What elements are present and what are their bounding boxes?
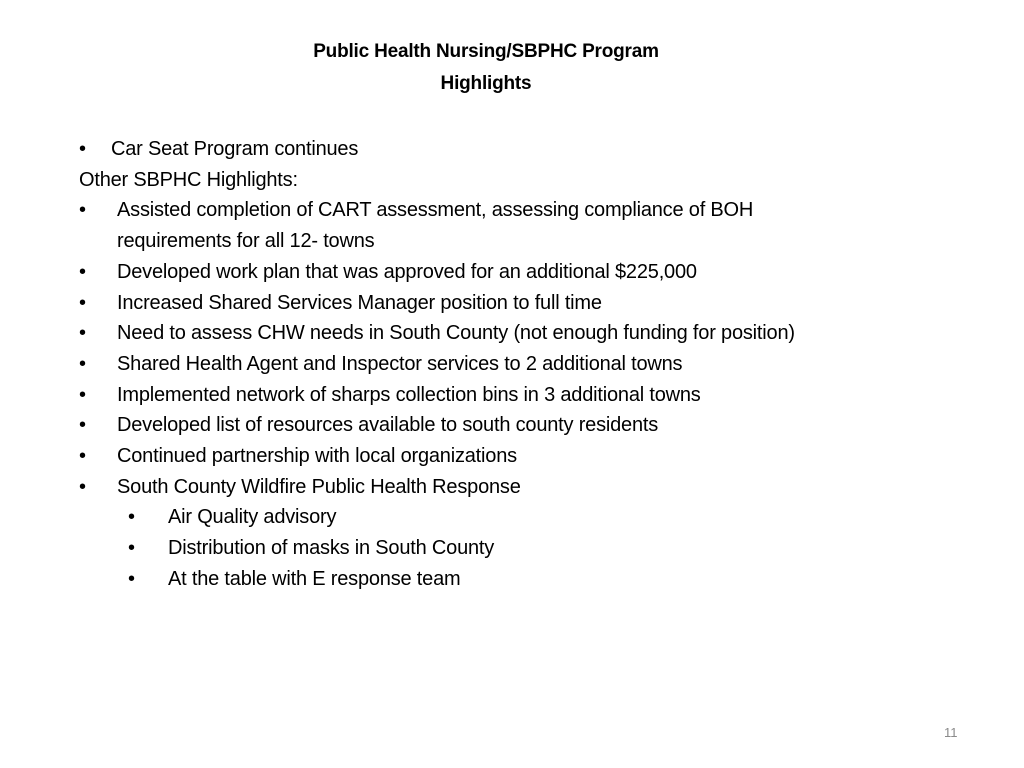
list-item-text: Developed list of resources available to south county residents	[117, 414, 659, 437]
bullet-icon: •	[79, 291, 86, 314]
page-number: 11	[944, 725, 958, 740]
list-item	[79, 472, 959, 503]
title-line-1: Public Health Nursing/SBPHC Program	[313, 41, 659, 62]
bullet-icon: •	[79, 383, 86, 406]
bullet-icon: •	[79, 138, 86, 160]
list-item-text: Continued partnership with local organizations	[117, 445, 517, 468]
list-item-car-seat	[79, 134, 959, 165]
list-item-text: requirements for all 12- towns	[117, 230, 375, 253]
list-item	[79, 257, 959, 288]
sub-list-item	[79, 502, 959, 533]
bullet-icon: •	[128, 537, 135, 560]
bullet-icon: •	[79, 260, 86, 283]
sub-list-item-text: Air Quality advisory	[168, 506, 337, 529]
list-item-continuation	[79, 226, 959, 257]
sub-list-item-text: Distribution of masks in South County	[168, 537, 495, 560]
list-item-text: Developed work plan that was approved for an additional $225,000	[117, 260, 697, 283]
list-item	[79, 195, 959, 226]
bullet-icon: •	[128, 567, 135, 590]
bullet-icon: •	[79, 199, 86, 222]
list-item	[79, 318, 959, 349]
list-item-text: Car Seat Program continues	[111, 138, 359, 160]
list-item	[79, 288, 959, 319]
list-item-text: Shared Health Agent and Inspector services to 2 additional towns	[117, 352, 683, 375]
list-item-text: South County Wildfire Public Health Response	[117, 475, 521, 498]
slide-title	[240, 36, 732, 100]
bullet-icon: •	[128, 506, 135, 529]
list-item-text: Need to assess CHW needs in South County (not enough funding for position)	[117, 322, 795, 345]
bullet-icon: •	[79, 445, 86, 468]
subheading: Other SBPHC Highlights:	[79, 168, 298, 191]
bullet-icon: •	[79, 352, 86, 375]
list-item-text: Implemented network of sharps collection bins in 3 additional towns	[117, 383, 701, 406]
list-item	[79, 349, 959, 380]
list-item	[79, 410, 959, 441]
sub-list-item	[79, 533, 959, 564]
list-item-text: Assisted completion of CART assessment, assessing compliance of BOH	[117, 199, 754, 222]
bullet-icon: •	[79, 322, 86, 345]
bullet-icon: •	[79, 414, 86, 437]
slide-body	[79, 134, 959, 595]
list-item	[79, 441, 959, 472]
list-item	[79, 380, 959, 411]
sub-list-item	[79, 564, 959, 595]
bullet-icon: •	[79, 475, 86, 498]
sub-list-item-text: At the table with E response team	[168, 567, 461, 590]
title-line-2: Highlights	[440, 73, 532, 94]
list-item-text: Increased Shared Services Manager position to full time	[117, 291, 602, 314]
